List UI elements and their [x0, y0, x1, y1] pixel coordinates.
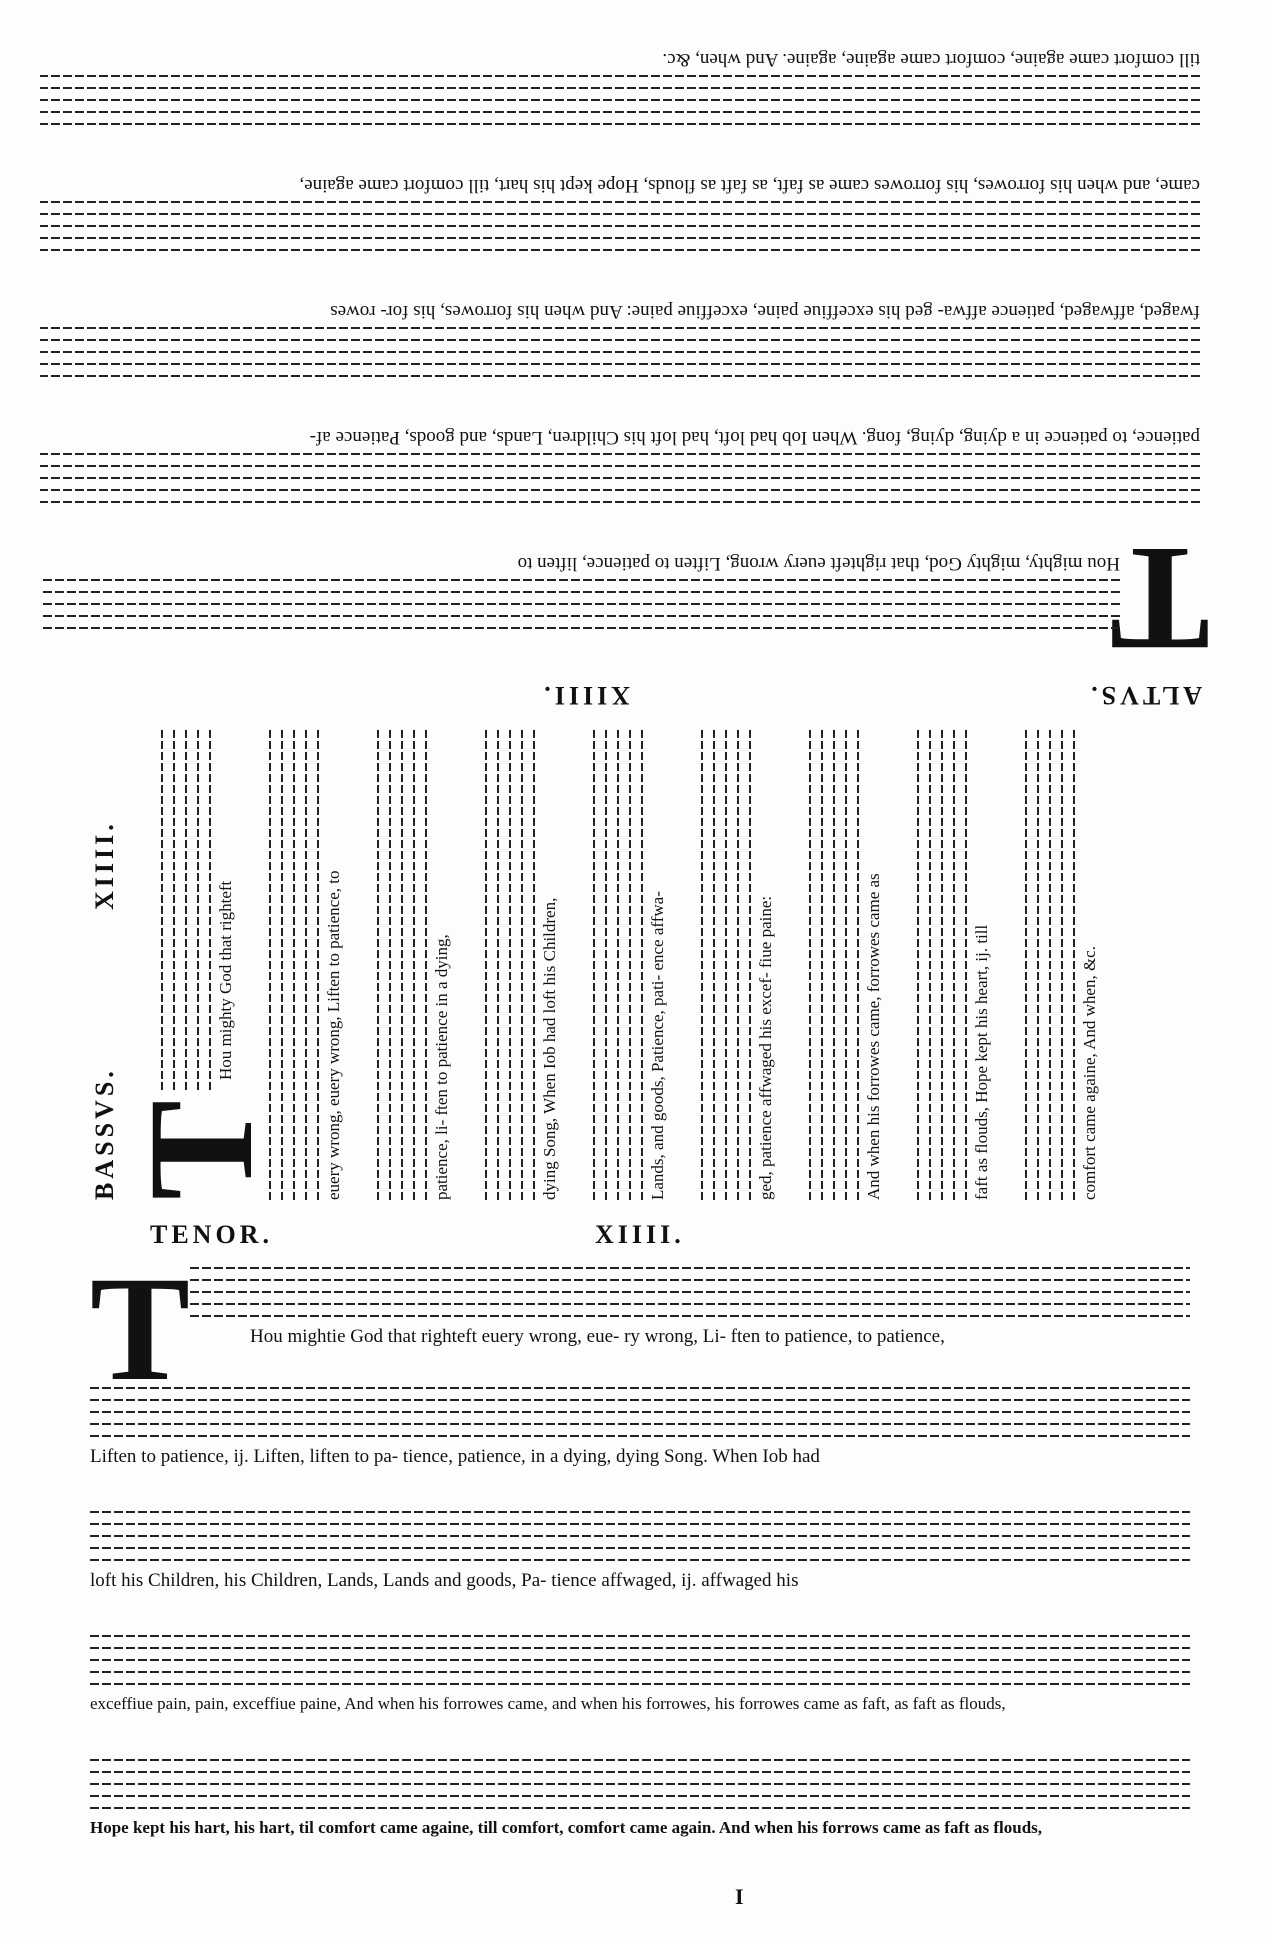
- bassus-lyric-7: And when his forrowes came, forrowes came as: [864, 873, 883, 1200]
- tenor-lyric-4: exceffiue pain, pain, exceffiue paine, And when his forrowes came, and when his forrowes, his forrowes came as faft, as faft as flouds,: [90, 1694, 1006, 1713]
- bassus-staff-6: [690, 730, 775, 1200]
- staff-lines: [40, 576, 1120, 640]
- bassus-lyric-9: comfort came againe, And when, &c.: [1080, 946, 1099, 1200]
- altus-staff-3: [40, 301, 1200, 388]
- tenor-staff-2: [90, 1380, 1190, 1467]
- altus-lyric-3: fwaged, affwaged, patience affwa- ged his exceffiue paine, exceffiue paine: And when his forrowes, his for- rowes: [330, 301, 1200, 322]
- bassus-label: BASSVS.: [90, 1067, 119, 1200]
- bassus-section: [90, 720, 1190, 1200]
- bassus-staff-9: [1014, 730, 1099, 1200]
- bassus-staff-7: [798, 730, 883, 1200]
- tenor-lyric-1: Hou mightie God that righteft euery wrong, eue- ry wrong, Li- ften to patience, to patience,: [250, 1326, 945, 1347]
- bassus-lyric-3: patience, li- ften to patience in a dying,: [432, 934, 451, 1200]
- tenor-initial: T: [90, 1246, 191, 1412]
- tenor-number: XIIII.: [595, 1220, 685, 1249]
- bassus-staff-8: [906, 730, 991, 1200]
- altus-lyric-5: till comfort came againe, comfort came againe, againe. And when, &c.: [662, 49, 1200, 70]
- altus-section: [20, 20, 1220, 710]
- bassus-lyric-8: faft as flouds, Hope kept his heart, ij. till: [972, 924, 991, 1200]
- tenor-staff-3: [90, 1504, 1190, 1591]
- tenor-lyric-2: Liften to patience, ij. Liften, liften to pa- tience, patience, in a dying, dying Song. When Iob had: [90, 1446, 820, 1467]
- tenor-label: TENOR.: [150, 1220, 273, 1249]
- bassus-lyric-4: dying Song, When Iob had loft his Children,: [540, 897, 559, 1200]
- tenor-lyric-3: loft his Children, his Children, Lands, Lands and goods, Pa- tience affwaged, ij. affwaged his: [90, 1570, 799, 1591]
- bassus-lyric-5: Lands, and goods, Patience, pati- ence affwa-: [648, 891, 667, 1200]
- tenor-section: [90, 1220, 1200, 1920]
- altus-lyric-4: came, and when his forrowes, his forrowes came as faft, as faft as flouds, Hope kept his hart, till comfort came againe,: [299, 175, 1200, 196]
- altus-staff-2: [40, 427, 1200, 514]
- bassus-staff-2: [258, 730, 343, 1200]
- staff-lines: [40, 450, 1200, 514]
- tenor-staff-4: [90, 1628, 1190, 1713]
- tenor-staff-1: [190, 1260, 1190, 1347]
- bassus-staff-3: [366, 730, 451, 1200]
- staff-lines: [40, 198, 1200, 262]
- bassus-staff-5: [582, 730, 667, 1200]
- altus-staff-4: [40, 175, 1200, 262]
- staff-lines: [40, 324, 1200, 388]
- bassus-initial: T: [118, 1099, 284, 1200]
- altus-lyric-1: Hou mighty, mighty God, that righteft euery wrong, Liften to patience, liften to: [517, 553, 1120, 574]
- bassus-staff-1: [150, 730, 235, 1090]
- altus-label: ALTVS.: [1087, 681, 1202, 710]
- altus-staff-5: [40, 49, 1200, 136]
- tenor-lyric-5: Hope kept his hart, his hart, til comfort came againe, till comfort, comfort came again. And when his forrows came as faft as flouds,: [90, 1818, 1043, 1837]
- page-number: I: [735, 1884, 744, 1909]
- altus-number: XIIII.: [540, 681, 630, 710]
- bassus-number: XIIII.: [90, 820, 119, 910]
- altus-staff-1: [40, 553, 1120, 640]
- staff-lines: [40, 72, 1200, 136]
- altus-initial: T: [1109, 516, 1210, 682]
- bassus-lyric-1: Hou mighty God that righteft: [216, 880, 235, 1080]
- bassus-lyric-2: euery wrong, euery wrong, Liften to patience, to: [324, 870, 343, 1200]
- bassus-staff-4: [474, 730, 559, 1200]
- tenor-staff-5: [90, 1752, 1190, 1837]
- bassus-lyric-6: ged, patience affwaged his excef- fiue paine:: [756, 895, 775, 1200]
- altus-lyric-2: patience, to patience in a dying, dying, fong. When Iob had loft, had loft his Children, Lands, and goods, Patience af-: [309, 427, 1200, 448]
